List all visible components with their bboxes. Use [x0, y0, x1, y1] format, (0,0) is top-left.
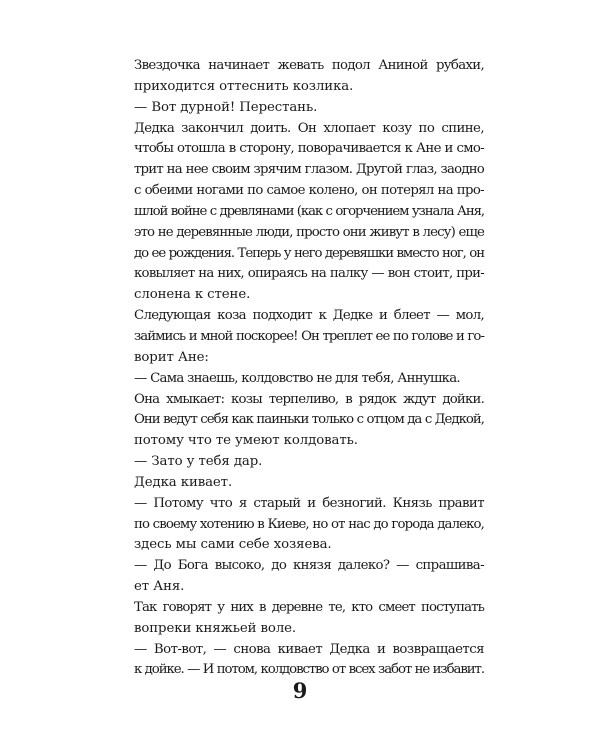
paragraph — [112, 473, 484, 494]
text-line: потому что те умеют колдовать. — [134, 433, 358, 449]
text-line: — До Бога высоко, до князя далеко? — спрашива- — [134, 558, 484, 574]
text-line: шлой войне с древлянами (как с огорчением узнала Аня, — [134, 203, 484, 219]
text-line: до ее рождения. Теперь у него деревяшки вместо ног, он — [134, 245, 484, 261]
text-line: к дойке. — И потом, колдовство от всех забот не избавит. — [134, 662, 484, 678]
paragraph — [112, 390, 484, 453]
body-text — [112, 56, 484, 681]
text-line: трит на нее своим зрячим глазом. Другой глаз, заодно — [134, 162, 484, 178]
page-number: 9 — [292, 678, 308, 703]
paragraph — [112, 452, 484, 473]
paragraph — [112, 119, 484, 307]
text-line: по своему хотению в Киеве, но от нас до города далеко, — [134, 516, 484, 532]
text-line: это не деревянные люди, просто они живут в лесу) еще — [134, 224, 484, 240]
text-line: Они ведут себя как паиньки только с отцом да с Дедкой, — [134, 412, 484, 428]
text-line: чтобы отошла в сторону, поворачивается к Ане и смо- — [134, 141, 484, 157]
text-line: приходится оттеснить козлика. — [134, 78, 354, 94]
text-line: Звездочка начинает жевать подол Аниной рубахи, — [134, 58, 484, 73]
paragraph — [112, 640, 484, 682]
text-line: — Потому что я старый и безногий. Князь правит — [134, 495, 484, 511]
text-line: вопреки княжьей воле. — [134, 620, 297, 636]
paragraph — [112, 306, 484, 369]
paragraph — [112, 98, 484, 119]
text-line: — Вот-вот, — снова кивает Дедка и возвращается — [134, 641, 484, 657]
text-line: Дедка закончил доить. Он хлопает козу по спине, — [134, 120, 484, 136]
paragraph — [112, 494, 484, 557]
text-line: Так говорят у них в деревне те, кто смеет поступать — [134, 599, 484, 615]
text-line: — Вот дурной! Перестань. — [134, 99, 318, 115]
text-line: ет Аня. — [134, 579, 185, 595]
text-line: с обеими ногами по самое колено, он потерял на про- — [134, 183, 484, 199]
paragraph — [112, 598, 484, 640]
text-line: Дедка кивает. — [134, 474, 233, 490]
paragraph — [112, 369, 484, 390]
text-line: Она хмыкает: козы терпеливо, в рядок ждут дойки. — [134, 391, 484, 407]
text-line: ковыляет на них, опираясь на палку — вон стоит, при- — [134, 266, 484, 282]
text-line: ворит Ане: — [134, 349, 209, 365]
text-line: — Сама знаешь, колдовство не для тебя, Аннушка. — [134, 370, 460, 386]
text-line: слонена к стене. — [134, 287, 251, 303]
paragraph — [112, 556, 484, 598]
text-line: — Зато у тебя дар. — [134, 454, 263, 470]
text-line: займись и мной поскорее! Он треплет ее по голове и го- — [134, 328, 484, 344]
text-line: Следующая коза подходит к Дедке и блеет — мол, — [134, 308, 484, 324]
text-line: здесь мы сами себе хозяева. — [134, 537, 332, 553]
paragraph — [112, 56, 484, 98]
